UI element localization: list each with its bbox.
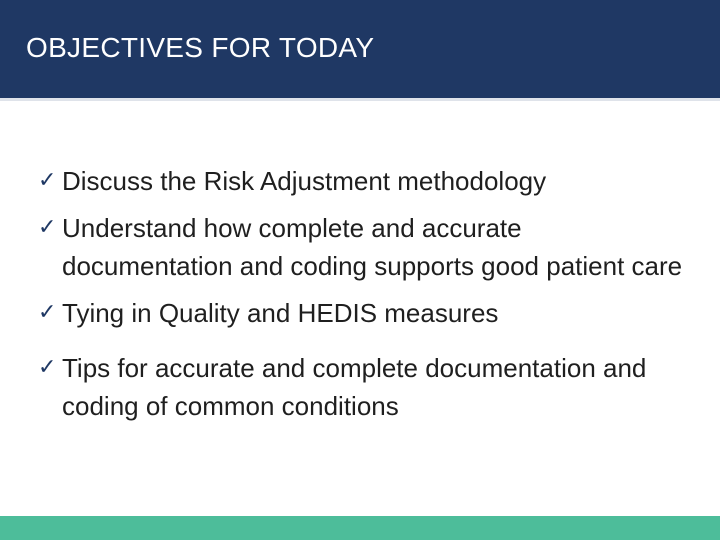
footer-accent-bar [0,516,720,540]
header-divider [0,98,720,101]
objective-text: Tying in Quality and HEDIS measures [62,298,499,328]
objective-item [38,209,698,285]
check-icon: ✓ [38,300,57,325]
objective-item [38,162,698,200]
header-bar [0,0,720,98]
objective-text: Understand how complete and accurate documentation and coding supports good patient care [62,213,683,281]
slide-title: OBJECTIVES FOR TODAY [26,32,375,63]
objective-text: Tips for accurate and complete documentation and coding of common conditions [62,353,647,421]
check-icon: ✓ [38,355,57,380]
objective-item [38,294,698,332]
objective-item [38,349,698,425]
check-icon: ✓ [38,215,57,240]
objectives-list [38,162,698,434]
check-icon: ✓ [38,168,57,193]
objective-text: Discuss the Risk Adjustment methodology [62,166,547,196]
